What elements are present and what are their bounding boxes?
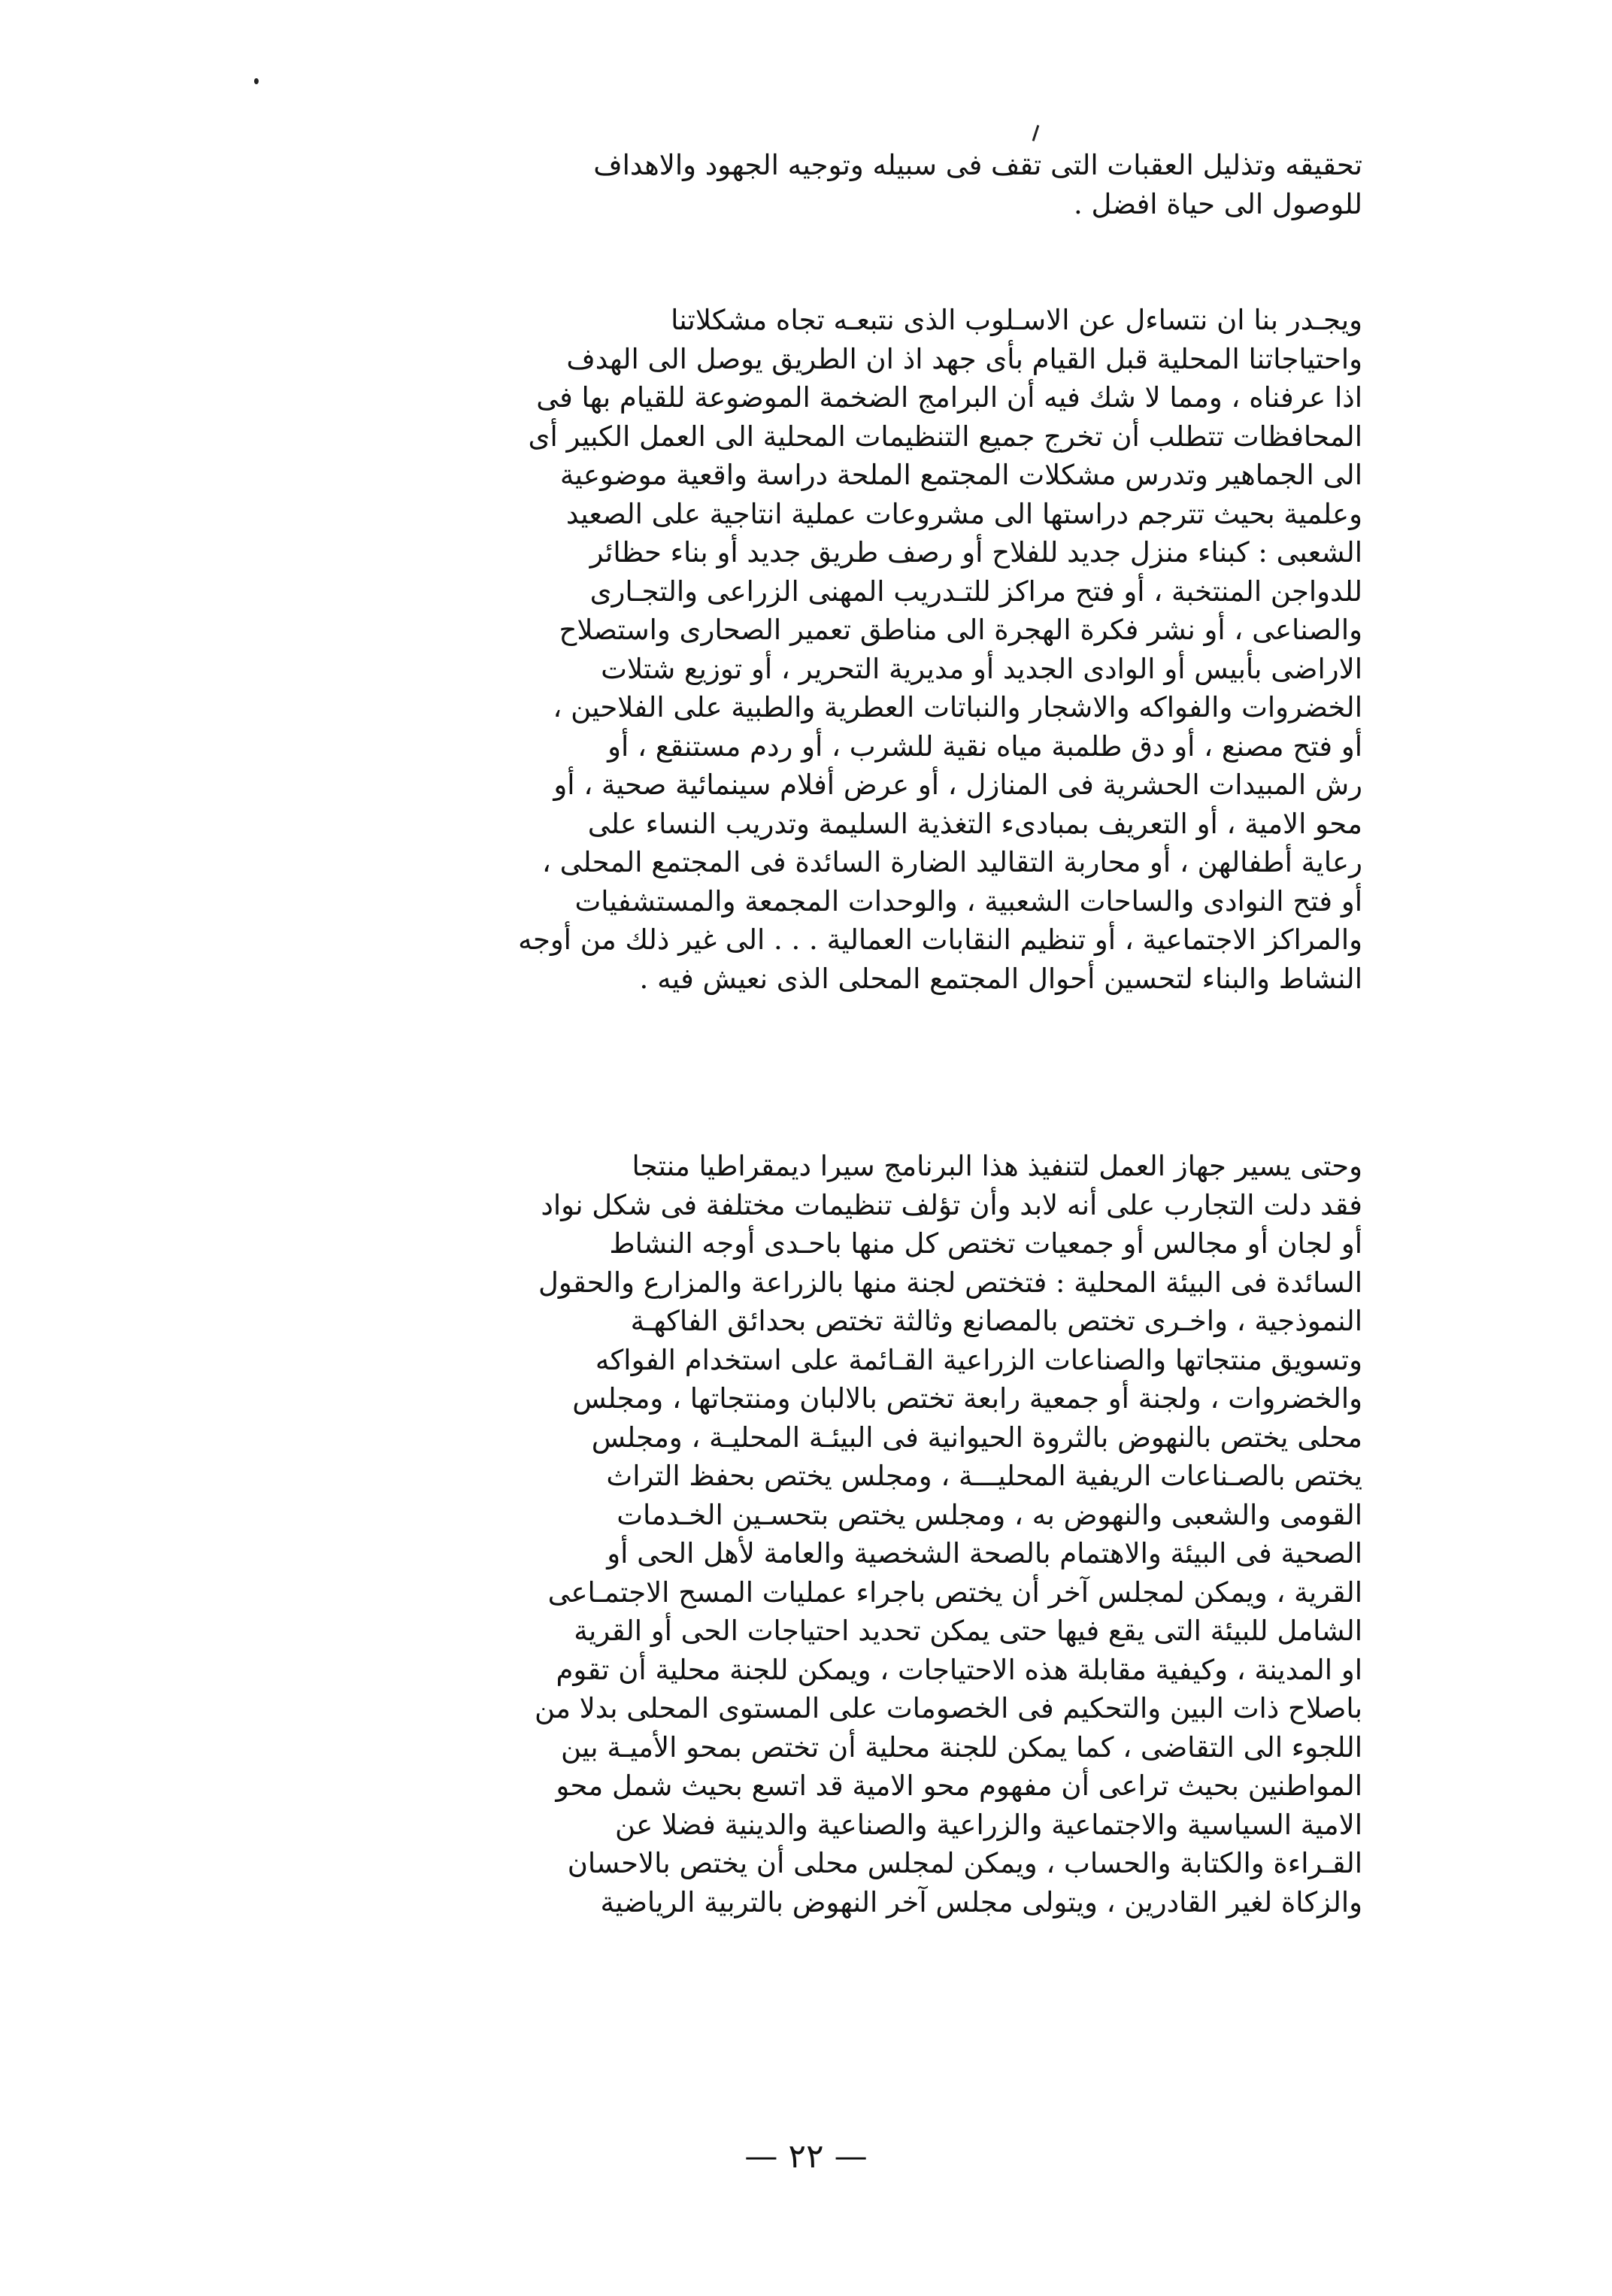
text-line: رعاية أطفالهن ، أو محاربة التقاليد الضارة السائدة فى المجتمع المحلى ، [541, 846, 1362, 878]
text-line: رش المبيدات الحشرية فى المنازل ، أو عرض أفلام سينمائية صحية ، أو [553, 769, 1362, 801]
text-line: القـراءة والكتابة والحساب ، ويمكن لمجلس محلى أن يختص بالاحسان [567, 1847, 1362, 1879]
text-line: النشاط والبناء لتحسين أحوال المجتمع المحلى الذى نعيش فيه . [639, 962, 1362, 995]
text-line: محلى يختص بالنهوض بالثروة الحيوانية فى البيئـة المحليـة ، ومجلس [591, 1421, 1362, 1454]
text-line: للدواجن المنتخبة ، أو فتح مراكز للتـدريب المهنى الزراعى والتجـارى [589, 575, 1362, 608]
scan-mark [1032, 125, 1040, 141]
text-line: يختص بالصـناعات الريفية المحليـــة ، ومجلس يختص بحفظ التراث [606, 1460, 1362, 1492]
text-line: أو فتح مصنع ، أو دق طلمبة مياه نقية للشرب ، أو ردم مستنقع ، أو [608, 729, 1362, 763]
text-line: وتسويق منتجاتها والصناعات الزراعية القـائمة على استخدام الفواكه [595, 1343, 1362, 1376]
page-number: — ٢٢ — [744, 2137, 868, 2176]
text-line: الاراضى بأبيس أو الوادى الجديد أو مديرية التحرير ، أو توزيع شتلات [601, 652, 1362, 685]
scan-speck [254, 78, 259, 84]
text-line: القومى والشعبى والنهوض به ، ومجلس يختص بتحسـين الخـدمات [617, 1498, 1362, 1531]
text-line: ويجـدر بنا ان نتساءل عن الاسـلوب الذى نتبعـه تجاه مشكلاتنا [671, 304, 1362, 336]
text-line: السائدة فى البيئة المحلية : فتختص لجنة منها بالزراعة والمزارع والحقول [538, 1266, 1362, 1299]
text-line: الشعبى : كبناء منزل جديد للفلاح أو رصف طريق جديد أو بناء حظائر [589, 536, 1362, 569]
paragraph-2 [271, 301, 1362, 998]
text-line: الخضروات والفواكه والاشجار والنباتات العطرية والطبية على الفلاحين ، [553, 691, 1362, 723]
text-line: الامية السياسية والاجتماعية والزراعية والصناعية والدينية فضلا عن [614, 1808, 1362, 1841]
text-line: المحافظات تتطلب أن تخرج جميع التنظيمات المحلية الى العمل الكبير أى [528, 420, 1362, 453]
text-line: القرية ، ويمكن لمجلس آخر أن يختص باجراء عمليات المسح الاجتمـاعى [547, 1576, 1362, 1609]
text-line: والخضروات ، ولجنة أو جمعية رابعة تختص بالالبان ومنتجاتها ، ومجلس [572, 1382, 1362, 1415]
text-line: والصناعى ، أو نشر فكرة الهجرة الى مناطق تعمير الصحارى واستصلاح [559, 614, 1362, 646]
text-line: الصحية فى البيئة والاهتمام بالصحة الشخصية والعامة لأهل الحى أو [607, 1537, 1362, 1570]
text-line: الشامل للبيئة التى يقع فيها حتى يمكن تحديد احتياجات الحى أو القرية [574, 1615, 1362, 1647]
text-line: أو فتح النوادى والساحات الشعبية ، والوحدات المجمعة والمستشفيات [574, 884, 1362, 917]
text-line: وعلمية بحيث تترجم دراستها الى مشروعات عملية انتاجية على الصعيد [565, 497, 1362, 530]
text-line: واحتياجاتنا المحلية قبل القيام بأى جهد اذ ان الطريق يوصل الى الهدف [566, 342, 1362, 375]
text-line: الى الجماهير وتدرس مشكلات المجتمع الملحة دراسة واقعية موضوعية [559, 459, 1362, 491]
text-line: النموذجية ، واخـرى تختص بالمصانع وثالثة تختص بحدائق الفاكهـة [630, 1305, 1362, 1337]
text-line: اللجوء الى التقاضى ، كما يمكن للجنة محلية أن تختص بمحو الأميـة بين [560, 1730, 1362, 1764]
text-line: تحقيقه وتذليل العقبات التى تقف فى سبيله وتوجيه الجهود والاهداف [593, 149, 1362, 181]
text-line: وحتى يسير جهاز العمل لتنفيذ هذا البرنامج سيرا ديمقراطيا منتجا [632, 1150, 1362, 1182]
text-line: او المدينة ، وكيفية مقابلة هذه الاحتياجات ، ويمكن للجنة محلية أن تقوم [556, 1653, 1362, 1686]
text-line: أو لجان أو مجالس أو جمعيات تختص كل منها باحـدى أوجه النشاط [609, 1227, 1362, 1260]
paragraph-1 [271, 146, 1362, 223]
text-line: والمراكز الاجتماعية ، أو تنظيم النقابات العمالية . . . الى غير ذلك من أوجه [518, 924, 1362, 956]
text-line: اذا عرفناه ، ومما لا شك فيه أن البرامج الضخمة الموضوعة للقيام بها فى [536, 381, 1362, 414]
text-line: والزكاة لغير القادرين ، ويتولى مجلس آخر النهوض بالتربية الرياضية [600, 1885, 1362, 1918]
text-line: فقد دلت التجارب على أنه لابد وأن تؤلف تنظيمات مختلفة فى شكل نواد [541, 1188, 1362, 1221]
text-line: محو الامية ، أو التعريف بمبادىء التغذية السليمة وتدريب النساء على [587, 807, 1362, 840]
text-line: للوصول الى حياة افضل . [1073, 187, 1362, 220]
text-line: باصلاح ذات البين والتحكيم فى الخصومات على المستوى المحلى بدلا من [534, 1692, 1362, 1724]
text-line: المواطنين بحيث تراعى أن مفهوم محو الامية قد اتسع بحيث شمل محو [556, 1770, 1362, 1802]
paragraph-3 [271, 1147, 1362, 1921]
